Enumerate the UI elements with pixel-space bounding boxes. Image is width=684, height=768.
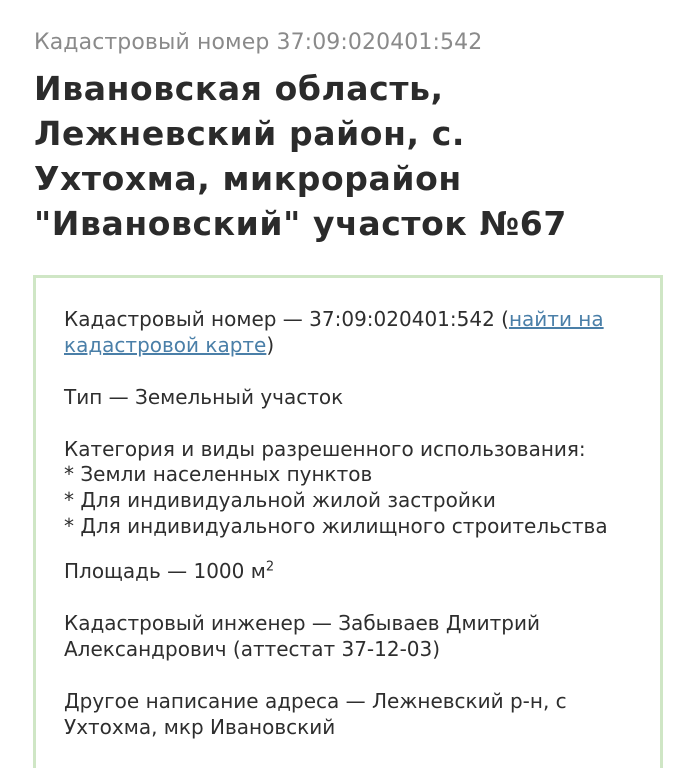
cadastral-map-link-row (64, 332, 274, 358)
cadastral-map-link[interactable]: найти на (508, 307, 604, 331)
alt-address-row-1: Другое написание адреса — Лежневский р-н, с (64, 689, 567, 713)
cadastral-number-subtitle: Кадастровый номер 37:09:020401:542 (34, 30, 483, 55)
title-line-3: Ухтохма, микрорайон (34, 159, 462, 198)
details-card (33, 275, 663, 768)
engineer-row-1: Кадастровый инженер — Забываев Дмитрий (64, 611, 540, 635)
title-line-1: Ивановская область, (34, 69, 444, 108)
title-line-2: Лежневский район, с. (34, 114, 465, 153)
category-item: * Земли населенных пунктов (64, 462, 373, 486)
cadastral-number-row (64, 306, 604, 332)
area-unit-superscript: 2 (265, 559, 275, 575)
category-item: * Для индивидуальной жилой застройки (64, 488, 496, 512)
cadastral-number-label: Кадастровый номер — 37:09:020401:542 ( (64, 307, 509, 331)
alt-address-row-2: Ухтохма, мкр Ивановский (64, 715, 336, 739)
engineer-row-2: Александрович (аттестат 37-12-03) (64, 637, 441, 661)
area-text: Площадь — 1000 м (64, 559, 266, 583)
title-line-4: "Ивановский" участок №67 (34, 204, 567, 243)
area-row (64, 558, 274, 584)
category-item: * Для индивидуального жилищного строительства (64, 514, 608, 538)
address-title (34, 66, 644, 246)
category-heading: Категория и виды разрешенного использования: (64, 437, 586, 461)
link-close-paren: ) (266, 333, 275, 357)
cadastral-map-link-continued[interactable]: кадастровой карте (64, 333, 267, 357)
type-row: Тип — Земельный участок (64, 385, 344, 409)
